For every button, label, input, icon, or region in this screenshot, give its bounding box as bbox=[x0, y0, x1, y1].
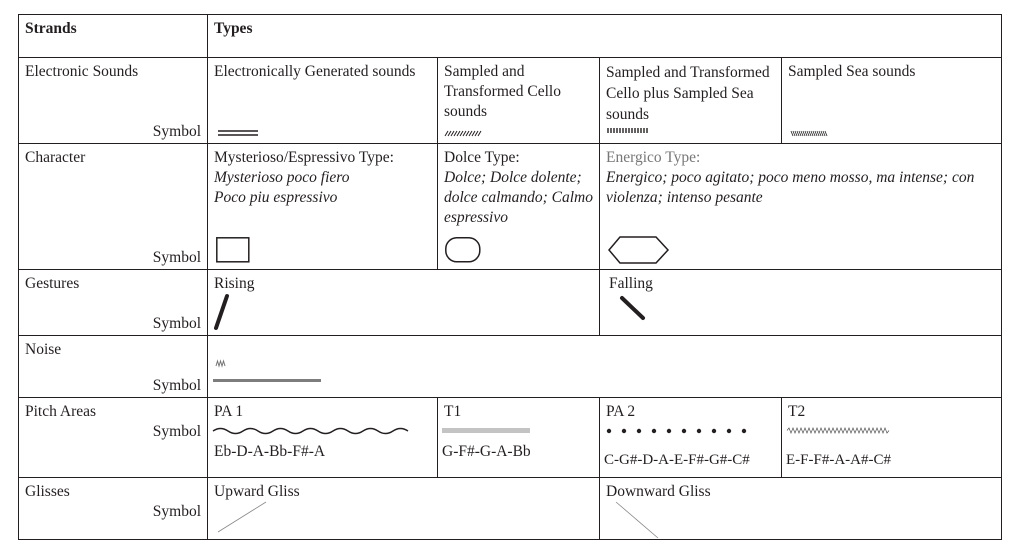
pitch-t1-notes: G-F#-G-A-Bb bbox=[442, 443, 531, 460]
energico-text: Energico; poco agitato; poco meno mosso, ma intense; con violenza; intenso pesante bbox=[606, 169, 975, 206]
pitch-t2-cell bbox=[782, 398, 1002, 478]
character-row bbox=[19, 144, 1002, 270]
character-mysterioso-cell bbox=[208, 144, 438, 270]
pitch-t2-notes: E-F-F#-A-A#-C# bbox=[786, 452, 891, 468]
hexagon-icon bbox=[608, 236, 670, 264]
pitch-pa1-cell bbox=[208, 398, 438, 478]
pitch-pa1: PA 1 bbox=[214, 403, 244, 420]
slanted-hatch-icon bbox=[444, 131, 484, 136]
pitch-pa2: PA 2 bbox=[606, 403, 636, 420]
gestures-row bbox=[19, 270, 1002, 336]
rectangle-icon bbox=[216, 237, 250, 263]
pitch-pa2-notes: C-G#-D-A-E-F#-G#-C# bbox=[604, 452, 750, 468]
falling-line-icon bbox=[618, 294, 648, 324]
zigzag-line-icon bbox=[787, 428, 897, 433]
glisses-strand-cell bbox=[19, 478, 208, 540]
noise-squiggle-icon bbox=[216, 360, 226, 368]
electronic-t2: Sampled and Transformed Cello sounds bbox=[444, 63, 561, 120]
gestures-strand-cell bbox=[19, 270, 208, 336]
header-row bbox=[19, 15, 1002, 58]
wavy-line-icon bbox=[213, 426, 413, 436]
noise-cell bbox=[208, 336, 1002, 398]
glisses-down: Downward Gliss bbox=[606, 483, 711, 500]
glisses-strand: Glisses bbox=[25, 483, 70, 500]
electronic-strand-cell bbox=[19, 58, 208, 144]
character-symbol-label: Symbol bbox=[152, 249, 201, 266]
character-energico-cell bbox=[600, 144, 1002, 270]
electronic-t3-cell bbox=[600, 58, 782, 144]
pitch-t2: T2 bbox=[788, 403, 806, 420]
pitch-strand-cell bbox=[19, 398, 208, 478]
glisses-up-cell bbox=[208, 478, 600, 540]
glisses-up: Upward Gliss bbox=[214, 483, 300, 500]
electronic-t1: Electronically Generated sounds bbox=[214, 63, 416, 80]
electronic-strand: Electronic Sounds bbox=[25, 63, 139, 80]
electronic-symbol-label: Symbol bbox=[152, 123, 201, 140]
header-types: Types bbox=[214, 20, 253, 37]
character-strand: Character bbox=[25, 149, 86, 166]
pitch-t1-cell bbox=[438, 398, 600, 478]
pitch-strand: Pitch Areas bbox=[25, 403, 97, 420]
electronic-t3: Sampled and Transformed Cello plus Sampled Sea sounds bbox=[606, 64, 770, 123]
character-strand-cell bbox=[19, 144, 208, 270]
noise-strand-cell bbox=[19, 336, 208, 398]
header-types-cell bbox=[208, 15, 1002, 58]
electronic-t4-cell bbox=[782, 58, 1002, 144]
gestures-strand: Gestures bbox=[25, 275, 80, 292]
double-line-icon bbox=[218, 130, 260, 136]
rounded-rectangle-icon bbox=[445, 237, 481, 263]
gestures-falling-cell bbox=[600, 270, 1002, 336]
header-strands-cell bbox=[19, 15, 208, 58]
gestures-rising-cell bbox=[208, 270, 600, 336]
tick-line-icon bbox=[442, 428, 532, 433]
gestures-symbol-label: Symbol bbox=[152, 315, 201, 332]
pitch-pa1-notes: Eb-D-A-Bb-F#-A bbox=[214, 443, 326, 460]
glisses-down-cell bbox=[600, 478, 1002, 540]
pitch-symbol-label: Symbol bbox=[152, 423, 201, 440]
mysterioso-title: Mysterioso/Espressivo Type: bbox=[214, 149, 394, 166]
glisses-symbol-label: Symbol bbox=[152, 503, 201, 520]
pitch-pa2-cell bbox=[600, 398, 782, 478]
upward-gliss-icon bbox=[216, 500, 268, 534]
noise-strand: Noise bbox=[25, 341, 62, 358]
header-strands: Strands bbox=[25, 20, 77, 37]
vertical-hatch-icon bbox=[607, 128, 649, 134]
mysterioso-line2: Poco piu espressivo bbox=[214, 189, 338, 206]
character-dolce-cell bbox=[438, 144, 600, 270]
noise-row bbox=[19, 336, 1002, 398]
strands-table bbox=[18, 14, 1002, 540]
pitch-row bbox=[19, 398, 1002, 478]
electronic-row bbox=[19, 58, 1002, 144]
electronic-t4: Sampled Sea sounds bbox=[788, 63, 916, 80]
energico-title: Energico Type: bbox=[606, 149, 701, 166]
rising-line-icon bbox=[212, 292, 232, 332]
downward-gliss-icon bbox=[614, 500, 662, 540]
noise-bar-icon bbox=[213, 379, 323, 383]
electronic-t2-cell bbox=[438, 58, 600, 144]
dotted-line-icon bbox=[606, 427, 756, 435]
electronic-t1-cell bbox=[208, 58, 438, 144]
fine-hatch-icon bbox=[790, 131, 830, 136]
mysterioso-line1: Mysterioso poco fiero bbox=[214, 169, 350, 186]
gestures-falling: Falling bbox=[609, 275, 653, 292]
dolce-title: Dolce Type: bbox=[444, 149, 520, 166]
dolce-text: Dolce; Dolce dolente; dolce calmando; Calmo espressivo bbox=[444, 169, 593, 226]
pitch-t1: T1 bbox=[444, 403, 462, 420]
gestures-rising: Rising bbox=[214, 275, 255, 292]
noise-symbol-label: Symbol bbox=[152, 377, 201, 394]
glisses-row bbox=[19, 478, 1002, 540]
